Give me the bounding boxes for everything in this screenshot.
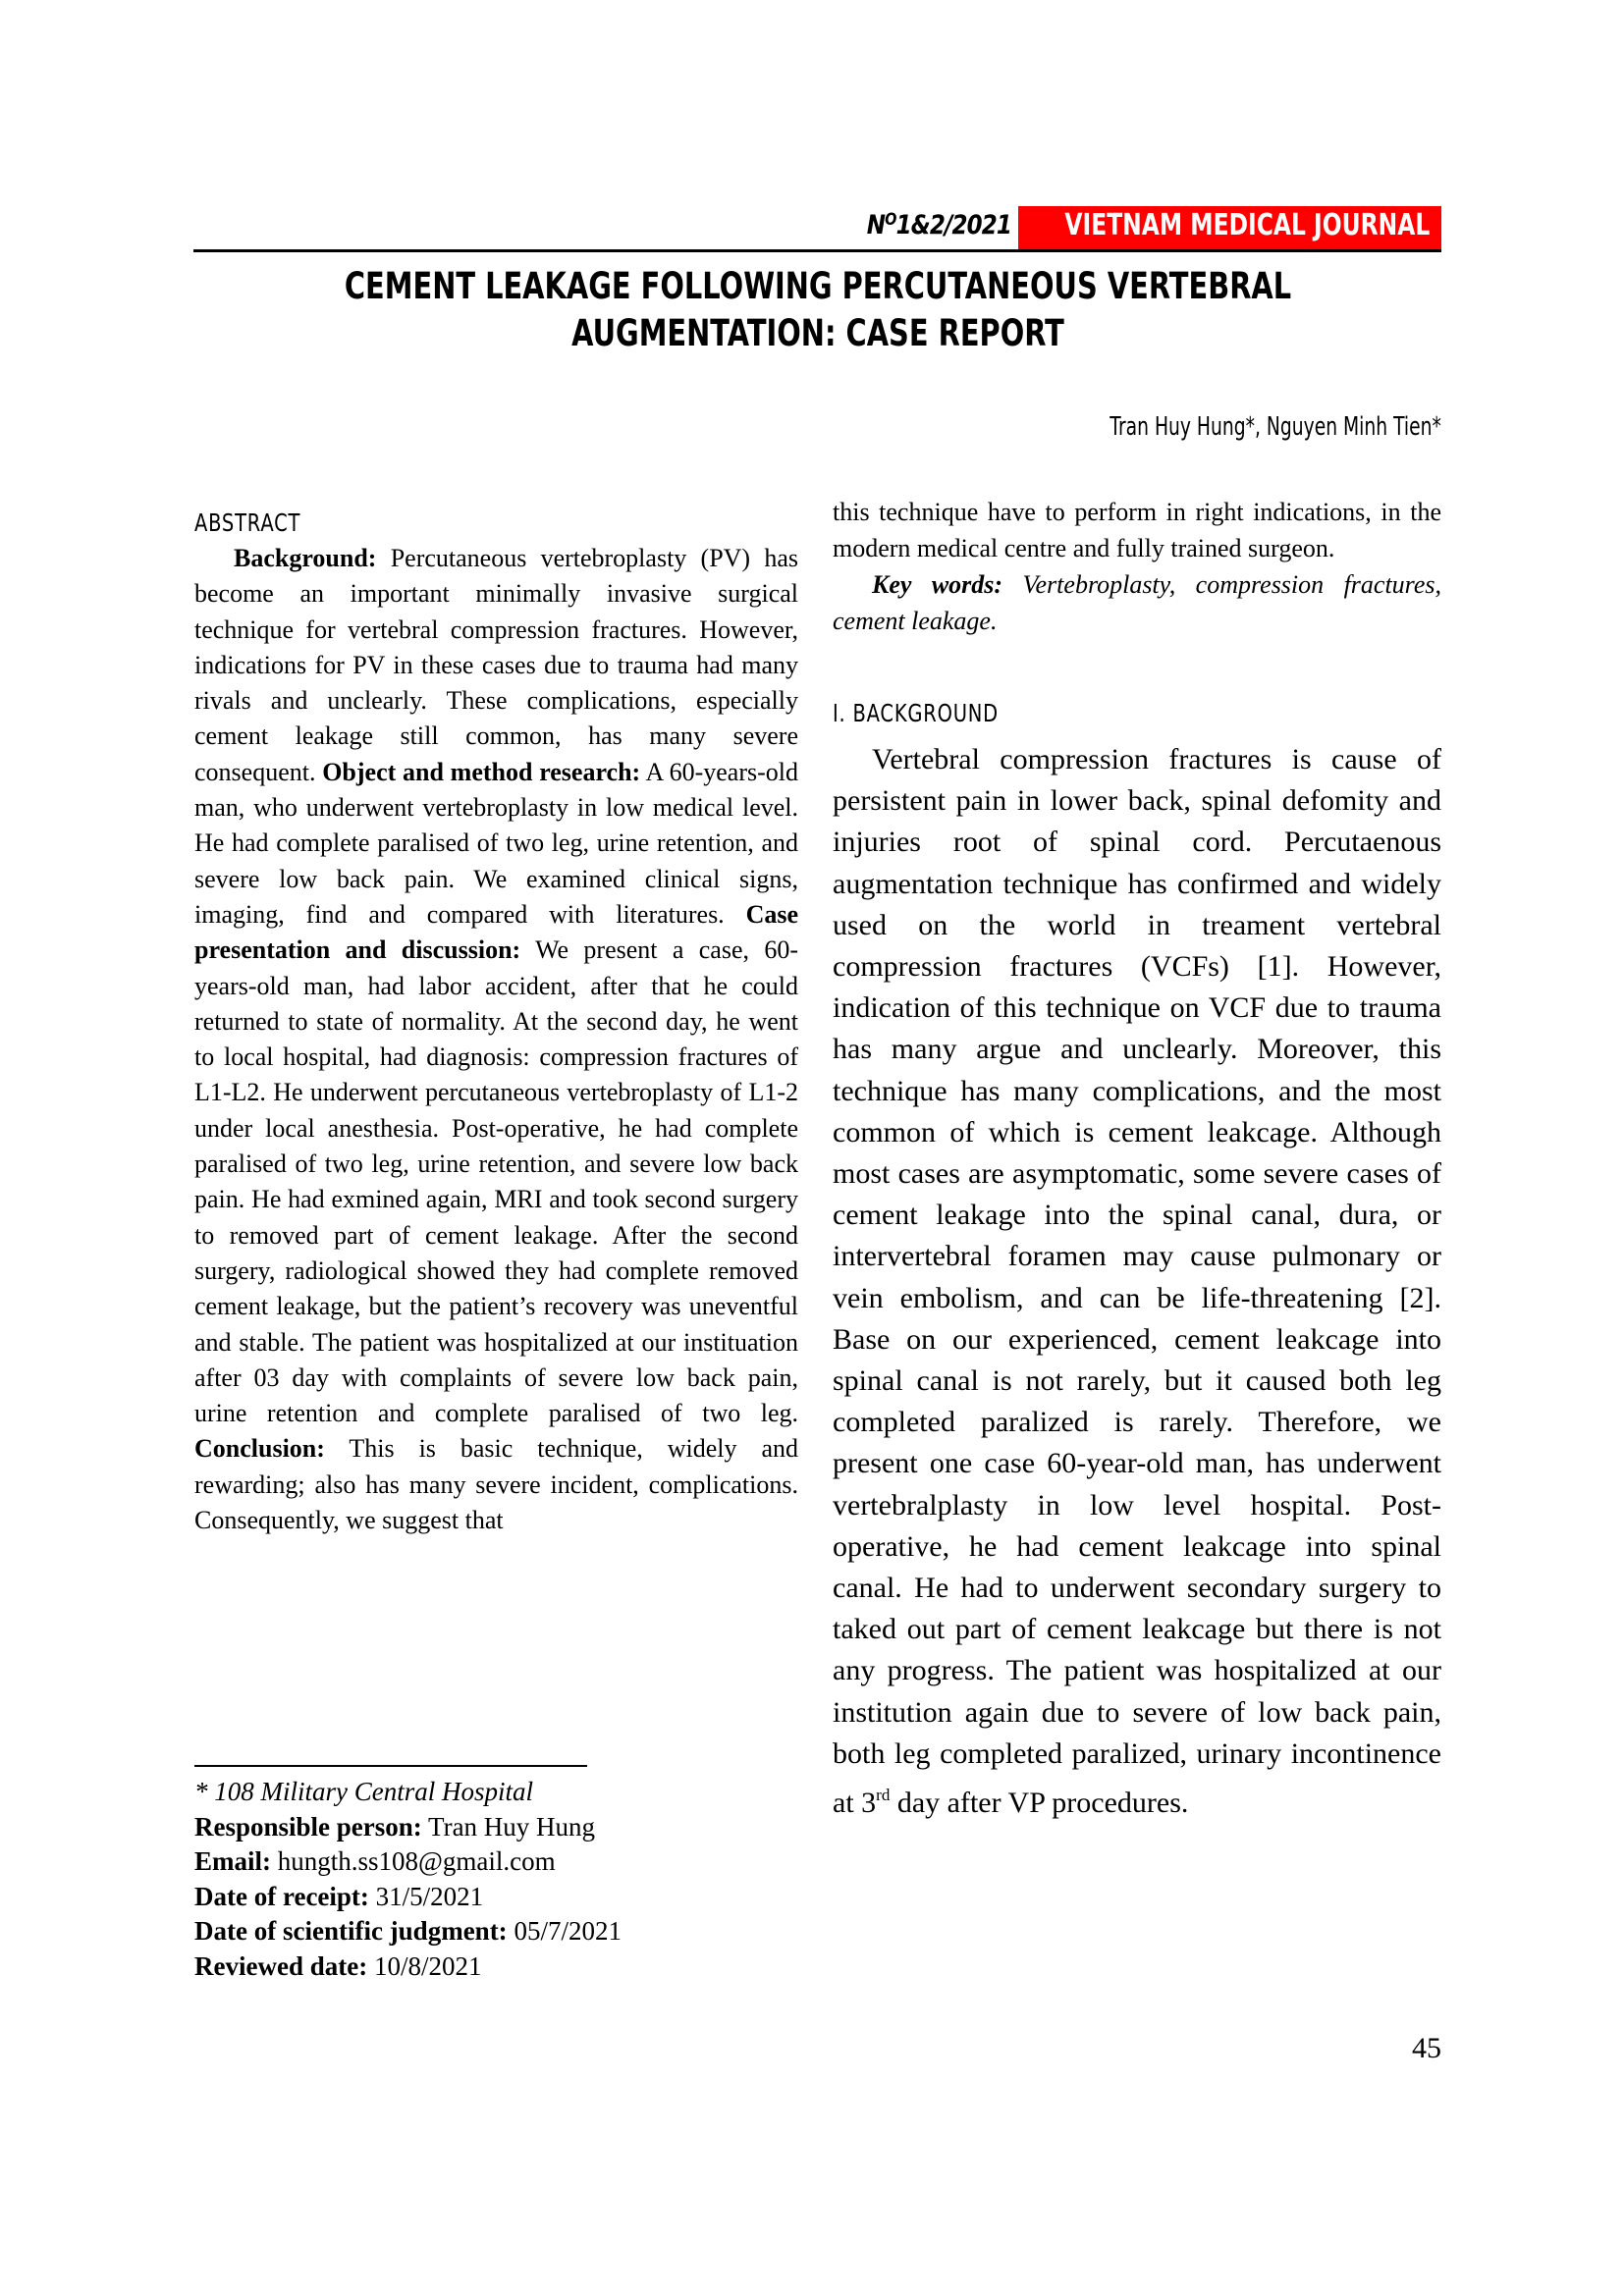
background-paragraph [833,739,1441,1824]
footnotes [194,1775,798,1984]
title-line-1: CEMENT LEAKAGE FOLLOWING PERCUTANEOUS VERTEBRAL [344,265,1292,307]
responsible-person [194,1810,798,1845]
background-label: Background: [234,544,377,572]
keywords-label: Key words: [872,570,1003,599]
ordinal-suffix: rd [876,1786,891,1805]
background-heading: I. BACKGROUND [833,699,999,727]
article-title [332,263,1305,357]
issue-superscript: O [885,210,896,230]
keywords-text: Vertebroplasty, compression fractures, cement leakage. [833,570,1441,635]
header-rule [193,249,1441,252]
abstract-continuation: this technique have to perform in right indications, in the modern medical centre and fully trained surgeon. [833,498,1441,562]
issue-number [844,210,1011,240]
abstract-heading: ABSTRACT [194,508,301,537]
background-text: Percutaneous vertebroplasty (PV) has become an important minimally invasive surgical technique for vertebral compression fractures. However, indications for PV in these cases due to trauma had many rivals and unclearly. These complications, especially cement leakage still common, has many severe consequent. [194,544,798,786]
receipt-label: Date of receipt: [194,1881,369,1911]
abstract-paragraph [194,541,798,1538]
issue-rest: 1&2/2021 [895,210,1011,240]
conclusion-label: Conclusion: [194,1434,325,1464]
background-body-end: day after VP procedures. [890,1787,1189,1820]
date-of-receipt [194,1880,798,1915]
reviewed-date [194,1949,798,1985]
reviewed-value: 10/8/2021 [367,1950,482,1981]
email-link[interactable]: hungth.ss108@gmail.com [271,1846,556,1876]
affiliation: * 108 Military Central Hospital [194,1777,534,1806]
journal-name: VIETNAM MEDICAL JOURNAL [1064,208,1431,242]
issue-prefix: N [866,210,886,240]
title-line-2: AUGMENTATION: CASE REPORT [571,312,1064,354]
case-text: We present a case, 60-years-old man, had labor accident, after that he could returned to state of normality. At the second day, he went to local hospital, had diagnosis: compression fractures of L1-L2. He underwent percutaneous vertebroplasty of L1-2 under local anesthesia. Post-operative, he had complete paralised of two leg, urine retention, and severe low back pain. He had exmined again, MRI and took second surgery to removed part of cement leakage. After the second surgery, radiological showed they had complete removed cement leakage, but the patient’s recovery was uneventful and stable. The patient was hospitalized at our instituation after 03 day with complaints of severe low back pain, urine retention and complete paralised of two leg. [194,935,799,1428]
judgment-value: 05/7/2021 [507,1916,622,1946]
email [194,1844,798,1880]
keywords [833,566,1441,639]
case-label: Case presentation and discussion: [194,899,798,965]
method-text: A 60-years-old man, who underwent vertebroplasty in low medical level. He had complete paralised of two leg, urine retention, and severe low back pain. We examined clinical signs, imaging, find and compared with literatures. [194,757,798,929]
judgment-label: Date of scientific judgment: [194,1916,508,1946]
date-of-judgment [194,1914,798,1949]
reviewed-label: Reviewed date: [194,1950,368,1981]
responsible-value: Tran Huy Hung [421,1811,596,1842]
authors: Tran Huy Hung*, Nguyen Minh Tien* [1110,412,1441,442]
method-label: Object and method research: [322,757,641,786]
background-body: Vertebral compression fractures is cause of persistent pain in lower back, spinal defomity and injuries root of spinal cord. Percutaenous augmentation technique has confirmed and widely used on the world in treament vertebral compression fractures (VCFs) [1]. However, indication of this technique on VCF due to trauma has many argue and unclearly. Moreover, this technique has many complications, and the most common of which is cement leakcage. Although most cases are asymptomatic, some severe cases of cement leakage into the spinal canal, dura, or intervertebral foramen may cause pulmonary or vein embolism, and can be life-threatening [2]. Base on our experienced, cement leakcage into spinal canal is not rarely, but it caused both leg completed paralized is rarely. Therefore, we present one case 60-year-old man, has underwent vertebralplasty in low level hospital. Post-operative, he had cement leakcage into spinal canal. He had to underwent secondary surgery to taked out part of cement leakcage but there is not any progress. The patient was hospitalized at our institution again due to severe of low back pain, both leg completed paralized, urinary incontinence at 3 [833,743,1441,1820]
left-column [194,506,798,1538]
responsible-label: Responsible person: [194,1811,422,1842]
receipt-value: 31/5/2021 [368,1881,484,1911]
footnote-rule [194,1765,587,1767]
page-number: 45 [1412,2032,1441,2064]
conclusion-text: This is basic technique, widely and rewarding; also has many severe incident, complications. Consequently, we suggest that [194,1434,798,1535]
right-column [833,494,1441,1824]
email-label: Email: [194,1846,271,1876]
